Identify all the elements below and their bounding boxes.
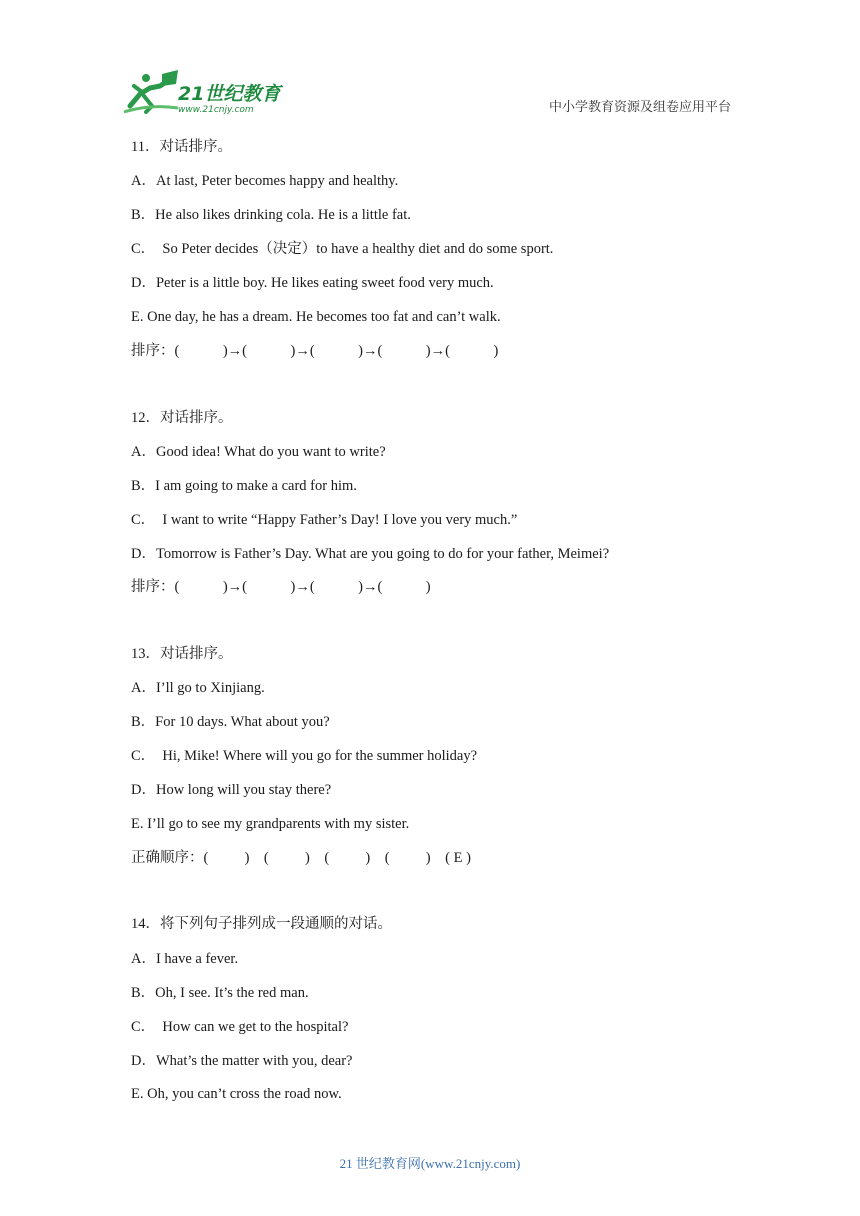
option-line: D．What’s the matter with you, dear? [131, 1053, 353, 1069]
question-title: 12．对话排序。 [131, 410, 233, 426]
option-line: C． So Peter decides（决定）to have a healthy diet and do some sport. [131, 241, 554, 257]
option-line: E. One day, he has a dream. He becomes too fat and can’t walk. [131, 309, 501, 325]
option-line: D．Peter is a little boy. He likes eating sweet food very much. [131, 275, 494, 291]
option-line: D．How long will you stay there? [131, 782, 332, 798]
option-line: C． I want to write “Happy Father’s Day! I love you very much.” [131, 512, 518, 528]
site-tagline: 中小学教育资源及组卷应用平台 [549, 99, 732, 114]
footer-link[interactable]: 21 世纪教育网(www.21cnjy.com) [339, 1156, 521, 1171]
answer-blanks[interactable]: 排序：( )→( )→( )→( )→( ) [131, 343, 499, 359]
option-line: A．At last, Peter becomes happy and healthy. [131, 173, 399, 189]
option-line: A．Good idea! What do you want to write? [131, 444, 386, 460]
option-line: C． Hi, Mike! Where will you go for the summer holiday? [131, 748, 478, 764]
option-line: E. I’ll go to see my grandparents with my sister. [131, 816, 410, 832]
option-line: D．Tomorrow is Father’s Day. What are you going to do for your father, Meimei? [131, 546, 610, 562]
question-title: 11．对话排序。 [131, 139, 232, 155]
option-line: A．I have a fever. [131, 951, 239, 967]
option-line: B．Oh, I see. It’s the red man. [131, 985, 309, 1001]
answer-blanks[interactable]: 正确顺序：( ) ( ) ( ) ( ) ( E ) [131, 850, 471, 866]
question-title: 13．对话排序。 [131, 646, 233, 662]
svg-text:21世纪教育: 21世纪教育 [178, 83, 281, 105]
answer-blanks[interactable]: 排序：( )→( )→( )→( ) [131, 579, 431, 595]
option-line: B．He also likes drinking cola. He is a little fat. [131, 207, 411, 223]
option-line: E. Oh, you can’t cross the road now. [131, 1086, 342, 1102]
logo [120, 68, 290, 116]
option-line: B．I am going to make a card for him. [131, 478, 357, 494]
question-title: 14．将下列句子排列成一段通顺的对话。 [131, 916, 392, 932]
option-line: B．For 10 days. What about you? [131, 714, 330, 730]
runner-logo-icon [120, 68, 290, 116]
option-line: A．I’ll go to Xinjiang. [131, 680, 265, 696]
option-line: C． How can we get to the hospital? [131, 1019, 349, 1035]
svg-text:www.21cnjy.com: www.21cnjy.com [178, 105, 254, 115]
